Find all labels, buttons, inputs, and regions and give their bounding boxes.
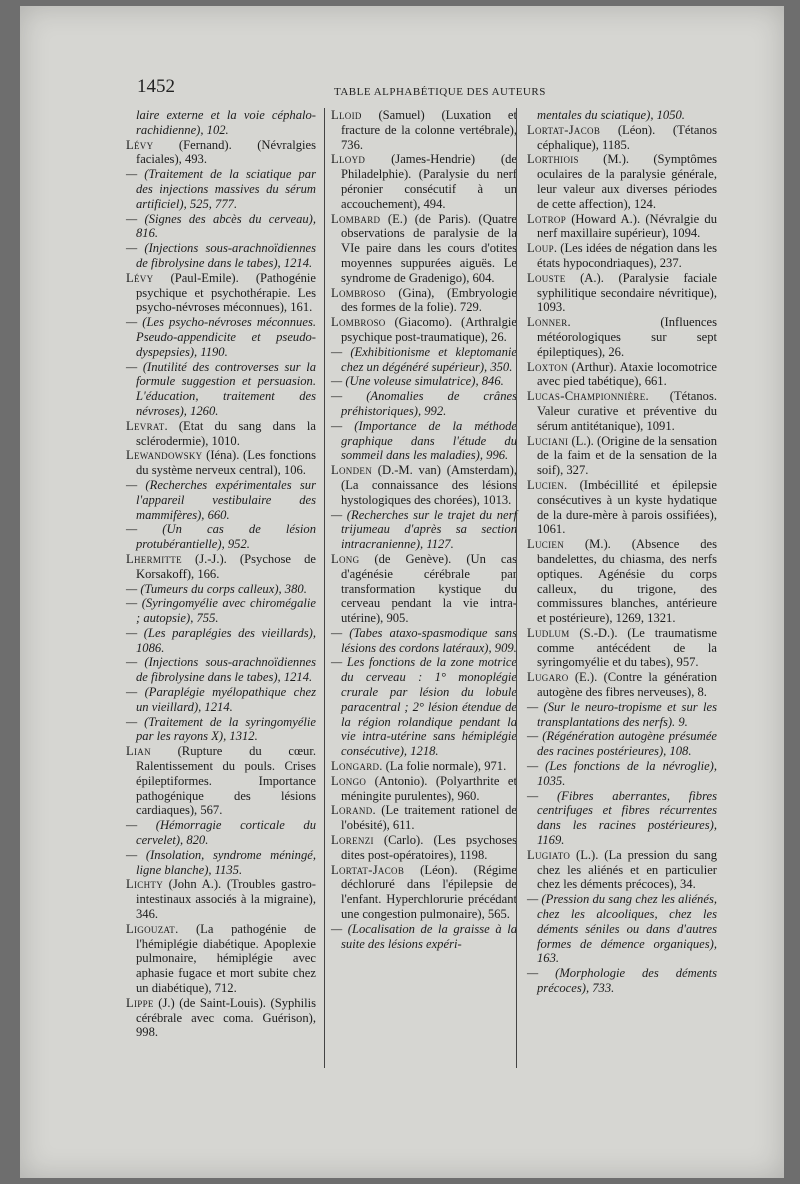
author-name: Lhermitte: [126, 551, 182, 566]
index-entry: [527, 360, 717, 390]
column-divider: [516, 108, 517, 1068]
index-entry: [527, 670, 717, 700]
author-name: Lévy: [126, 137, 154, 152]
entry-text: — (Régénération autogène présumée des racines postérieures), 108.: [527, 729, 717, 759]
index-entry: [126, 744, 316, 818]
index-entry: [527, 848, 717, 892]
author-name: Lippe: [126, 995, 154, 1010]
entry-text: (de Genève). (Un cas d'agénésie cérébrale par transformation kystique du cerveau pendant la vie intra-utérine), 905.: [341, 551, 517, 626]
index-entry: [331, 286, 517, 316]
index-subentry: [527, 892, 717, 966]
index-subentry: [331, 419, 517, 463]
index-subentry: [331, 345, 517, 375]
index-entry: [527, 478, 717, 537]
index-subentry: [527, 700, 717, 730]
entry-text: — (Une voleuse simulatrice), 846.: [331, 374, 504, 389]
entry-text: — (Syringomyélie avec chiromégalie ; autopsie), 755.: [126, 596, 316, 626]
index-subentry: [126, 596, 316, 626]
index-entry: [331, 315, 517, 345]
entry-text: (Léon). (Tétanos céphalique), 1185.: [537, 122, 717, 152]
entry-text: (L.). (La pression du sang chez les aliénés et en particulier chez les déments précoces), 34.: [537, 847, 717, 892]
index-subentry: [126, 478, 316, 522]
index-subentry: [126, 582, 316, 597]
index-subentry: [126, 685, 316, 715]
entry-text: — (Hémorragie corticale du cervelet), 820.: [126, 818, 316, 848]
entry-text: — (Les paraplégies des vieillards), 1086.: [126, 625, 316, 655]
index-subentry: [126, 818, 316, 848]
index-entry: [331, 774, 517, 804]
author-name: Lian: [126, 744, 151, 759]
index-subentry: [126, 522, 316, 552]
entry-text: — (Traitement de la syringomyélie par les rayons X), 1312.: [126, 714, 316, 744]
author-name: Lortat-Jacob: [527, 122, 601, 137]
entry-text: . (Imbécillité et épilepsie consécutives à un kyste hydatique de la dure-mère à parois ossifiées), 1061.: [537, 477, 717, 537]
entry-text: . (La pathogénie de l'hémiplégie diabétique. Apoplexie pulmonaire, hémiplégie avec aphasie fugace et mort subite chez un diabétique), 712.: [136, 921, 316, 996]
page-header: [137, 74, 737, 104]
entry-text: (Howard A.). (Névralgie du nerf maxillaire supérieur), 1094.: [537, 211, 717, 241]
index-entry: [126, 271, 316, 315]
entry-text: — (Traitement de la sciatique par des injections massives du sérum artificiel), 525, 777.: [126, 167, 316, 211]
index-entry: [331, 108, 517, 152]
entry-text: — (Les psycho-névroses méconnues. Pseudo-appendicite et pseudo-dyspepsies), 1190.: [126, 315, 316, 359]
index-entry: [126, 552, 316, 582]
entry-text: (Arthur). Ataxie locomotrice avec pied tabétique), 661.: [537, 359, 717, 389]
entry-text: (Léon). (Régime déchloruré dans l'épilepsie de l'enfant. Hyperchlorurie précédant une congestion pulmonaire), 565.: [341, 862, 517, 922]
entry-text: (M.). (Symptômes oculaires de la paralysie générale, leur valeur aux diverses périodes de cette affection), 124.: [537, 152, 717, 211]
author-name: Lorthiois: [527, 152, 579, 167]
index-entry: [527, 389, 717, 433]
entry-text: — (Localisation de la graisse à la suite des lésions expéri-: [331, 921, 517, 951]
index-entry: [527, 537, 717, 626]
author-name: Lugaro: [527, 670, 569, 685]
index-column-1: [126, 108, 316, 1040]
column-divider: [324, 108, 325, 1068]
index-subentry: [331, 626, 517, 656]
author-name: Londen: [331, 463, 372, 478]
index-subentry: [331, 508, 517, 552]
entry-text: — (Sur le neuro-tropisme et sur les transplantations des nerfs). 9.: [527, 699, 717, 729]
entry-text: . (Tétanos. Valeur curative et préventive du sérum antitétanique), 1091.: [537, 389, 717, 433]
index-entry: [126, 922, 316, 996]
entry-text: — (Tabes ataxo-spasmodique sans lésions des cordons latéraux), 909.: [331, 625, 517, 655]
author-name: Lucien: [527, 477, 564, 492]
entry-text: — (Injections sous-arachnoïdiennes de fibrolysine dans le tabes), 1214.: [126, 241, 316, 270]
entry-text: — (Recherches expérimentales sur l'appareil vestibulaire des mammifères), 660.: [126, 477, 316, 522]
author-name: Lewandowsky: [126, 448, 203, 463]
index-column-2: [331, 108, 517, 951]
entry-text: (Fernand). (Névralgies faciales), 493.: [136, 137, 316, 167]
entry-text: (Gina), (Embryologie des formes de la folie). 729.: [341, 285, 517, 315]
entry-text: (Rupture du cœur. Ralentissement du pouls. Crises épileptiformes. Importance pathogénique des lésions cardiaques), 567.: [136, 744, 316, 818]
index-entry: [331, 759, 517, 774]
author-name: Ludlum: [527, 625, 570, 640]
entry-text: . (Etat du sang dans la sclérodermie), 1010.: [136, 418, 316, 448]
entry-text: (Carlo). (Les psychoses dites post-opératoires), 1198.: [341, 833, 517, 862]
index-continuation: [527, 108, 717, 123]
author-name: Longo: [331, 773, 367, 788]
author-name: Lucas-Championnière: [527, 389, 646, 404]
entry-text: — (Paraplégie myélopathique chez un vieillard), 1214.: [126, 685, 316, 714]
author-name: Loxton: [527, 359, 568, 374]
entry-text: (James-Hendrie) (de Philadelphie). (Paralysie du nerf péronier consécutif à un accouchement), 494.: [341, 152, 517, 211]
entry-text: . (Les idées de négation dans les états hypocondriaques), 237.: [537, 241, 717, 270]
index-entry: [331, 212, 517, 286]
entry-text: — (Importance de la méthode graphique dans l'étude du sommeil dans les maladies), 996.: [331, 418, 517, 463]
index-entry: [126, 448, 316, 478]
entry-text: (Antonio). (Polyarthrite et méningite purulentes), 960.: [341, 773, 517, 803]
author-name: Lombard: [331, 211, 381, 226]
entry-text: — (Tumeurs du corps calleux), 380.: [126, 581, 307, 596]
author-name: Ligouzat: [126, 921, 176, 936]
index-entry: [331, 552, 517, 626]
entry-text: laire externe et la voie céphalo-rachidienne), 102.: [136, 108, 316, 137]
entry-text: (J.-J.). (Psychose de Korsakoff), 166.: [136, 551, 316, 581]
running-title: TABLE ALPHABÉTIQUE DES AUTEURS: [334, 86, 546, 98]
entry-text: — (Injections sous-arachnoïdiennes de fibrolysine dans le tabes), 1214.: [126, 655, 316, 685]
author-name: Lugiato: [527, 847, 571, 862]
index-entry: [527, 315, 717, 359]
entry-text: mentales du sciatique), 1050.: [537, 108, 685, 122]
index-entry: [331, 152, 517, 211]
author-name: Lotrop: [527, 211, 566, 226]
index-entry: [527, 271, 717, 315]
index-entry: [126, 996, 316, 1040]
entry-text: (A.). (Paralysie faciale syphilitique secondaire névritique), 1093.: [537, 270, 717, 315]
index-entry: [527, 626, 717, 670]
index-subentry: [126, 626, 316, 656]
index-entry: [331, 833, 517, 863]
entry-text: — (Recherches sur le trajet du nerf trijumeau d'après sa section intracranienne), 1127.: [331, 507, 517, 552]
entry-text: (E.). (Contre la génération autogène des fibres nerveuses), 8.: [537, 670, 717, 700]
index-continuation: [126, 108, 316, 138]
entry-text: — (Fibres aberrantes, fibres centrifuges et fibres récurrentes dans les racines postérieures), 1169.: [527, 788, 717, 848]
index-subentry: [126, 655, 316, 685]
index-entry: [527, 212, 717, 242]
author-name: Lortat-Jacob: [331, 862, 405, 877]
index-subentry: [331, 655, 517, 759]
entry-text: . (La folie normale), 971.: [379, 759, 507, 774]
index-entry: [331, 463, 517, 507]
entry-text: (M.). (Absence des bandelettes, du chiasma, des nerfs optiques. Agénésie du corps calleux, du trigone, des commissures blanches, antérieure et postérieure), 1269, 1321.: [537, 537, 717, 626]
entry-text: — (Signes des abcès du cerveau), 816.: [126, 211, 316, 241]
entry-text: — (Morphologie des déments précoces), 733.: [527, 966, 717, 996]
author-name: Lonner: [527, 315, 568, 330]
index-entry: [126, 138, 316, 168]
entry-text: (Giacomo). (Arthralgie psychique post-traumatique), 26.: [341, 315, 517, 344]
entry-text: — (Exhibitionisme et kleptomanie chez un dégénéré supérieur), 350.: [331, 344, 517, 374]
index-entry: [527, 123, 717, 153]
author-name: Lombroso: [331, 285, 386, 300]
index-subentry: [331, 374, 517, 389]
author-name: Lévy: [126, 270, 154, 285]
entry-text: (John A.). (Troubles gastro-intestinaux associés à la migraine), 346.: [136, 877, 316, 922]
entry-text: — (Un cas de lésion protubérantielle), 952.: [126, 522, 316, 552]
index-subentry: [126, 241, 316, 271]
author-name: Lichty: [126, 877, 163, 892]
author-name: Lorenzi: [331, 833, 374, 848]
index-entry: [331, 863, 517, 922]
entry-text: (D.-M. van) (Amsterdam), (La connaissance des lésions hystologiques des chorées), 1013.: [341, 463, 517, 507]
index-subentry: [126, 360, 316, 419]
entry-text: . (Influences météorologiques sur sept épileptiques), 26.: [537, 315, 717, 359]
entry-text: — (Pression du sang chez les aliénés, chez les alcooliques, chez les déments séniles ou dans d'autres formes de démence organiques), 163.: [527, 892, 717, 966]
author-name: Levrat: [126, 418, 165, 433]
index-subentry: [126, 167, 316, 211]
author-name: Lloyd: [331, 152, 366, 167]
entry-text: (Iéna). (Les fonctions du système nerveux central), 106.: [136, 448, 316, 478]
index-subentry: [126, 212, 316, 242]
author-name: Lombroso: [331, 315, 386, 330]
entry-text: (L.). (Origine de la sensation de la faim et de la sensation de la soif), 327.: [537, 433, 717, 478]
index-entry: [331, 803, 517, 833]
author-name: Lloid: [331, 108, 362, 122]
index-column-3: [527, 108, 717, 996]
entry-text: — (Les fonctions de la névroglie), 1035.: [527, 759, 717, 788]
index-subentry: [527, 759, 717, 789]
author-name: Long: [331, 551, 360, 566]
entry-text: (S.-D.). (Le traumatisme comme antécédent de la syringomyélie et du tabes), 957.: [537, 625, 717, 670]
index-subentry: [527, 729, 717, 759]
index-entry: [126, 419, 316, 449]
index-subentry: [126, 715, 316, 745]
entry-text: — Les fonctions de la zone motrice du cerveau : 1° monoplégie crurale par lésion du lobule paracentral ; 2° lésion étendue de la région rolandique pendant la vie intra-utérine sans hémiplégie consécutive), 1218.: [331, 655, 517, 759]
index-subentry: [527, 789, 717, 848]
entry-text: — (Inutilité des controverses sur la formule suggestion et persuasion. L'éducation, traitement des névroses), 1260.: [126, 359, 316, 418]
index-entry: [527, 241, 717, 271]
entry-text: (Paul-Emile). (Pathogénie psychique et psychothérapie. Les psycho-névroses méconnues), 161.: [136, 270, 316, 315]
index-entry: [126, 877, 316, 921]
entry-text: — (Insolation, syndrome méningé, ligne blanche), 1135.: [126, 847, 316, 877]
entry-text: . (Le traitement rationel de l'obésité), 611.: [341, 803, 517, 833]
author-name: Lorand: [331, 803, 373, 818]
author-name: Longard: [331, 759, 380, 774]
author-name: Loup: [527, 241, 554, 256]
author-name: Louste: [527, 270, 566, 285]
author-name: Lucien: [527, 537, 564, 552]
index-subentry: [126, 315, 316, 359]
author-name: Luciani: [527, 433, 569, 448]
entry-text: (J.) (de Saint-Louis). (Syphilis cérébrale avec coma. Guérison), 998.: [136, 995, 316, 1040]
index-subentry: [331, 922, 517, 952]
index-entry: [527, 434, 717, 478]
page-number: 1452: [137, 76, 175, 97]
index-subentry: [527, 966, 717, 996]
index-subentry: [126, 848, 316, 878]
entry-text: (Samuel) (Luxation et fracture de la colonne vertébrale), 736.: [341, 108, 517, 152]
index-entry: [527, 152, 717, 211]
entry-text: — (Anomalies de crânes préhistoriques), 992.: [331, 389, 517, 418]
index-subentry: [331, 389, 517, 419]
entry-text: (E.) (de Paris). (Quatre observations de paralysie de la VIe paire dans les cours d'otites moyennes suppurées aiguës. Le syndrome de Gradenigo), 604.: [341, 211, 517, 285]
